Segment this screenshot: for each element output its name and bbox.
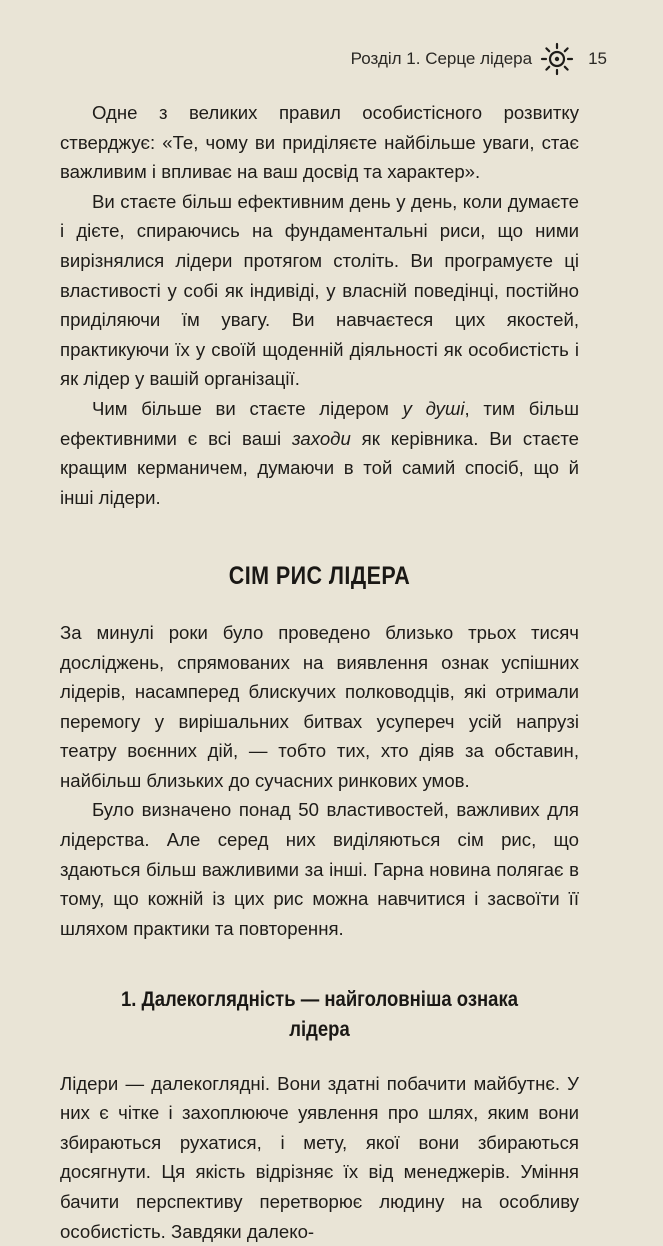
- section-paragraph-1: За минулі роки було проведено близько трьох тисяч досліджень, спрямованих на виявлення ознак успішних лідерів, насамперед блискучих полководців, які отримали перемогу у вирішальних битвах усупереч усій напрузі театру воєнних дій, — тобто тих, хто діяв за обставин, найбільш близьких до сучасних ринкових умов.: [60, 621, 579, 791]
- intro-paragraph-2: Ви стаєте більш ефективним день у день, коли думаєте і дієте, спираючись на фундаментальні риси, що ними вирізнялися лідери протягом століть. Ви програмуєте ці властивості у собі як індивіді, у власній поведінці, постійно приділяючи їм увагу. Ви навчаєтеся цих якостей, практикуючи їх у своїй щоденній діяльності як особистість і як лідер у вашій організації.: [60, 190, 579, 390]
- section-paragraph-2: Було визначено понад 50 властивостей, важливих для лідерства. Але серед них виділяються сім рис, що здаються більш важливими за інші. Гарна новина полягає в тому, що кожній із цих рис можна навчитися і засвоїти її шляхом практики та повторення.: [60, 799, 579, 939]
- intro-paragraph-1: Одне з великих правил особистісного розвитку стверджує: «Те, чому ви приділяєте найбільше уваги, стає важливим і впливає на ваш досвід та характер».: [60, 102, 579, 183]
- subsection-paragraph-1: Лідери — далекоглядні. Вони здатні побачити майбутнє. У них є чітке і захоплююче уявлення про шлях, яким вони збираються рухатися, і мету, якої вони збираються досягнути. Ця якість відрізняє їх від менеджерів. Уміння бачити перспективу перетворює людину на особливу особистість. Завдяки далеко-: [60, 1072, 579, 1242]
- intro-paragraph-3-part-c: як керівника. Ви стаєте кращим керманичем, думаючи в той самий спосіб, що й інші лідери.: [60, 427, 579, 508]
- page-body: [60, 98, 579, 1246]
- running-head: [351, 42, 607, 76]
- running-title: Розділ 1. Серце лідера: [350, 49, 533, 68]
- intro-paragraph-3: [60, 394, 579, 512]
- subsection-title: 1. Далекоглядність — найголовніша ознака лідера: [120, 987, 519, 1042]
- emphasis-in-soul: у душі: [402, 397, 465, 419]
- emphasis-measures: заходи: [291, 427, 351, 449]
- intro-paragraph-3-part-b: , тим більш ефективними є всі ваші: [60, 397, 579, 449]
- section-title: СІМ РИС ЛІДЕРА: [228, 562, 411, 591]
- page-number: 15: [588, 49, 607, 68]
- intro-paragraph-3-part-a: Чим більше ви стаєте лідером: [92, 397, 403, 419]
- sun-icon: [540, 42, 574, 76]
